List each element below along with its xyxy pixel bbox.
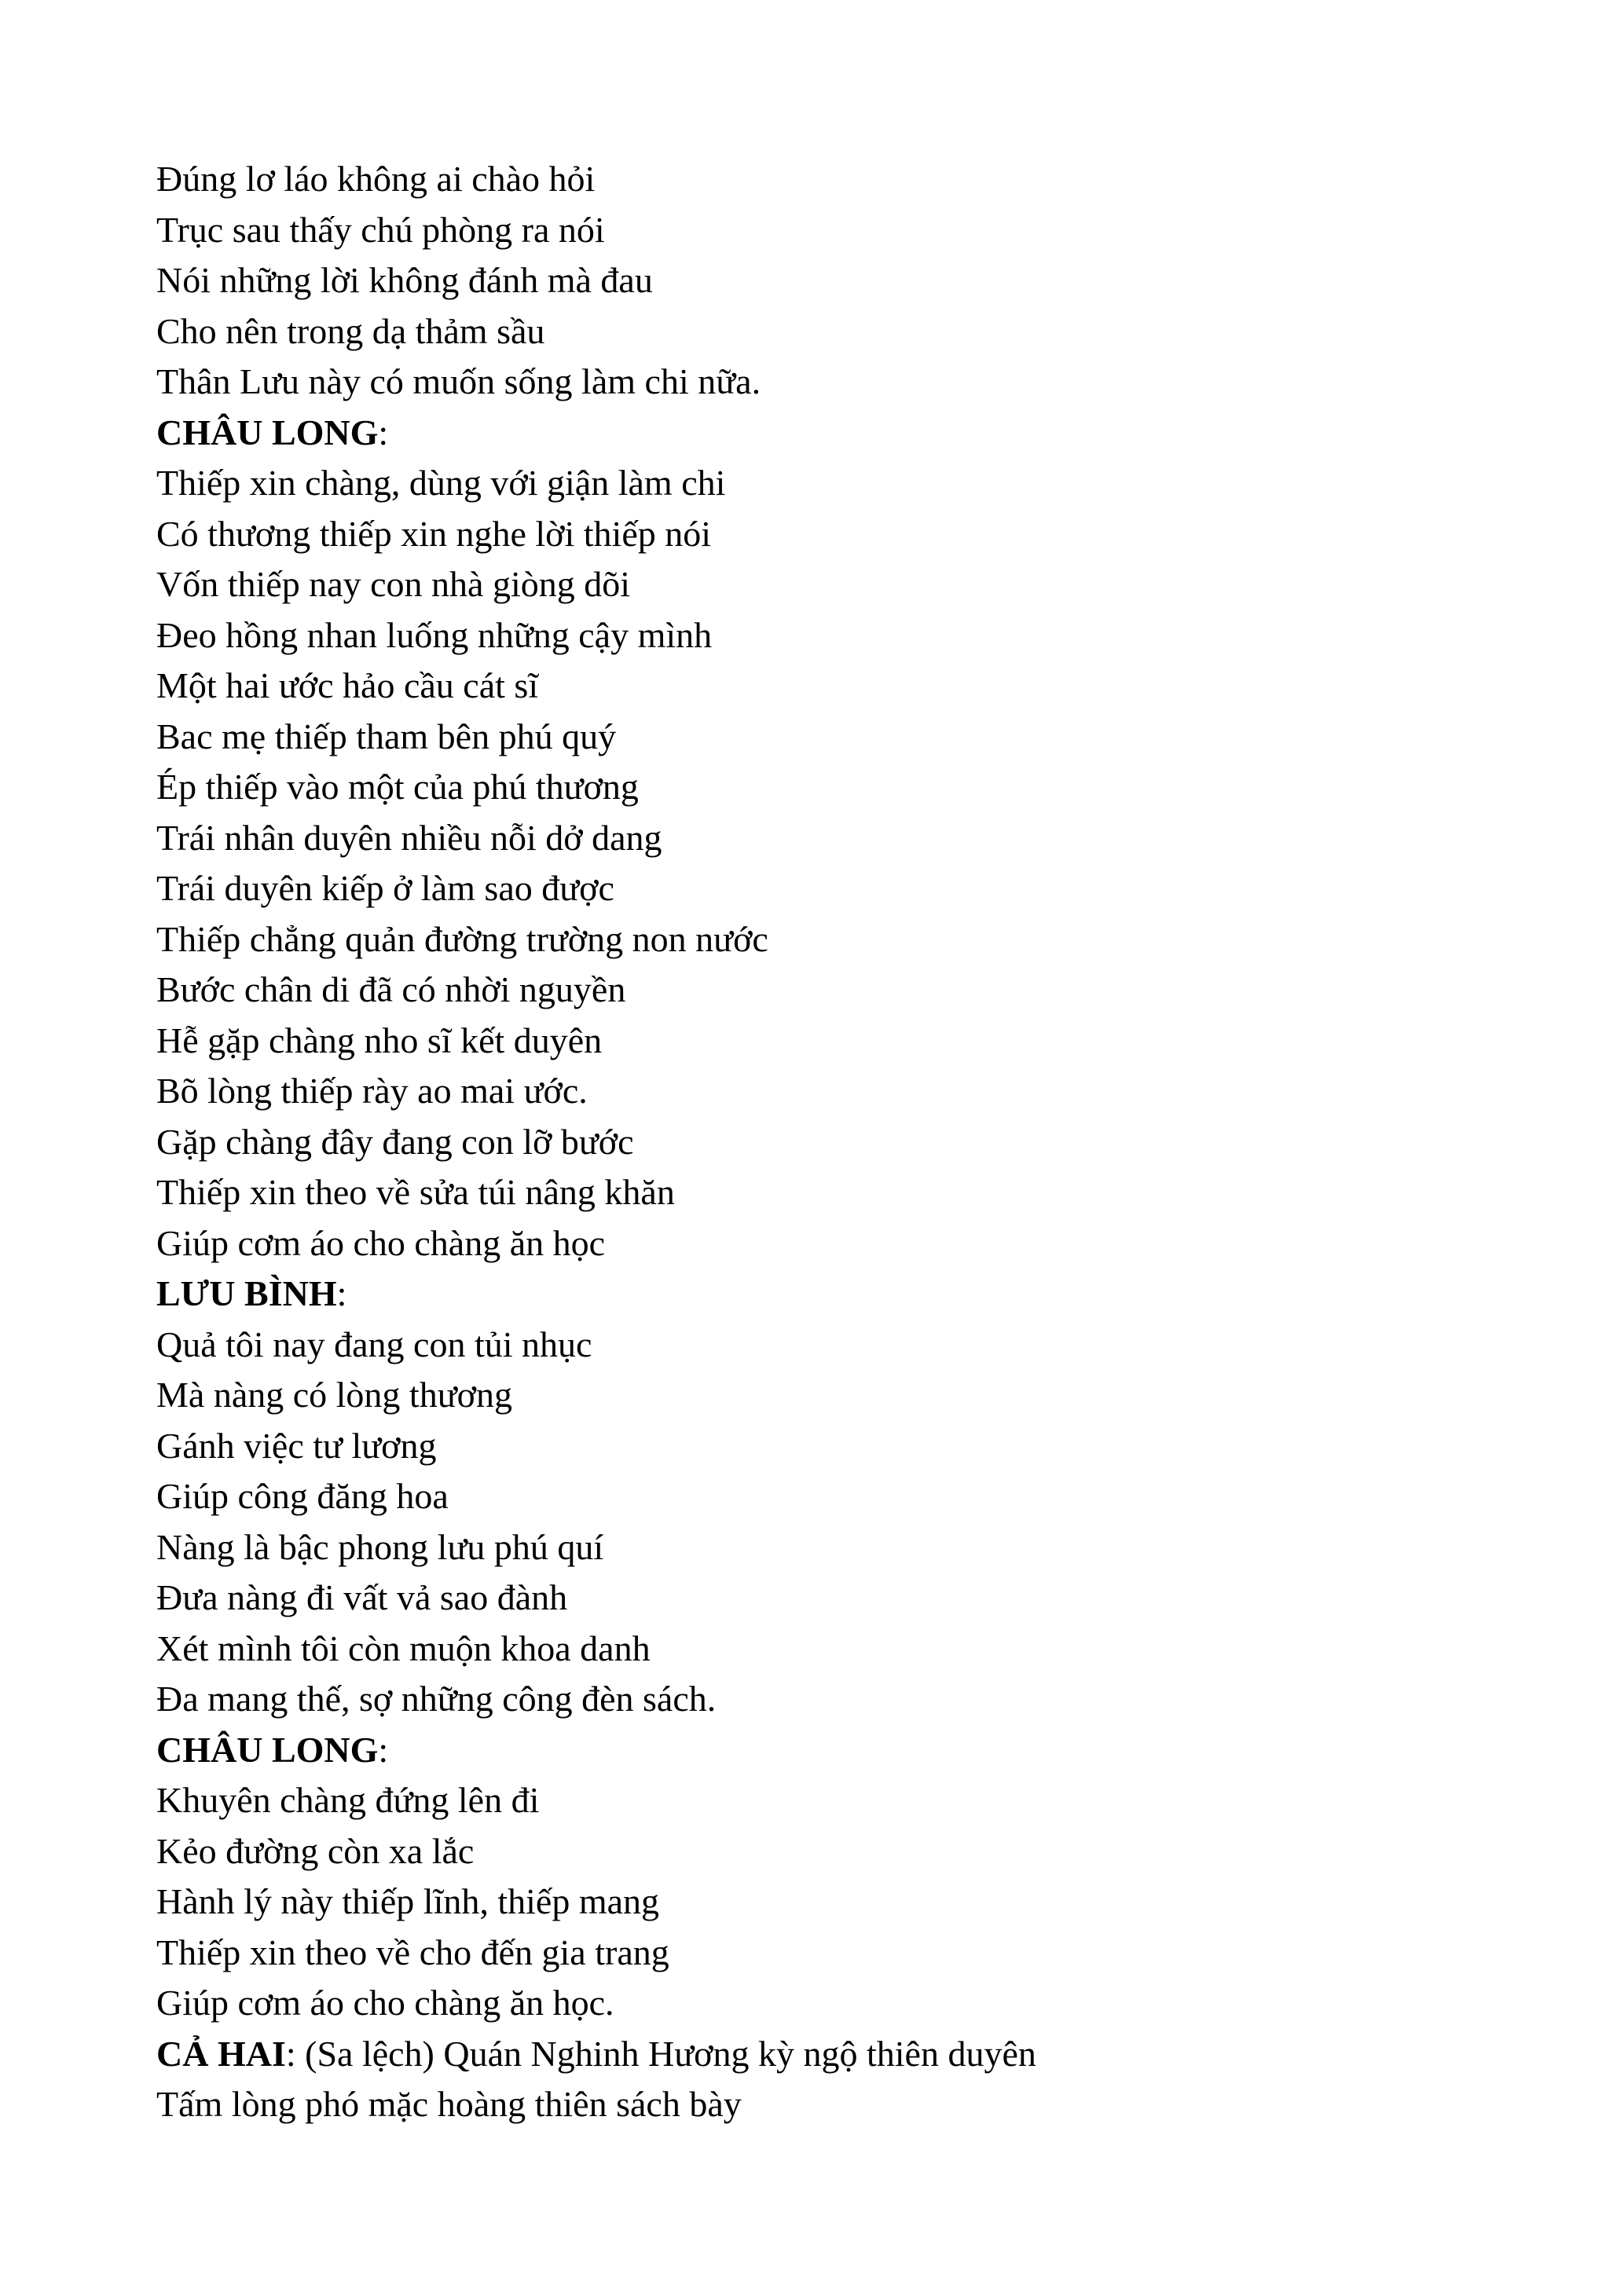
verse-line: Thiếp chẳng quản đường trường non nước [156,918,768,959]
verse-line: Bõ lòng thiếp rày ao mai ước. [156,1071,588,1111]
verse-line: Ép thiếp vào một của phú thương [156,767,639,807]
speaker-line-rest: : (Sa lệch) Quán Nghinh Hương kỳ ngộ thiên duyên [285,2033,1036,2074]
speaker-line-rest: : [336,1273,347,1313]
verse-line: Mà nàng có lòng thương [156,1375,512,1415]
verse-text-block [156,154,1492,2130]
verse-line: Thiếp xin theo về sửa túi nâng khăn [156,1172,675,1212]
verse-line: Nàng là bậc phong lưu phú quí [156,1526,604,1567]
speaker-line [156,2029,1492,2080]
verse-line: Quả tôi nay đang con tủi nhục [156,1324,592,1364]
verse-line: Giúp cơm áo cho chàng ăn học [156,1222,606,1263]
verse-line: Khuyên chàng đứng lên đi [156,1780,540,1820]
verse-line: Thiếp xin theo về cho đến gia trang [156,1932,669,1972]
verse-line: Gánh việc tư lương [156,1425,437,1466]
speaker-line [156,1725,1492,1776]
verse-line: Vốn thiếp nay con nhà giòng dõi [156,564,631,604]
verse-line: Tấm lòng phó mặc hoàng thiên sách bày [156,2084,742,2124]
speaker-name: CHÂU LONG [156,1729,379,1770]
speaker-line [156,1269,1492,1320]
speaker-line-rest: : [378,412,389,452]
speaker-name: CẢ HAI [156,2033,286,2074]
verse-line: Giúp cơm áo cho chàng ăn học. [156,1983,614,2023]
verse-line: Bac mẹ thiếp tham bên phú quý [156,716,617,756]
verse-line: Trục sau thấy chú phòng ra nói [156,209,605,250]
verse-line: Đeo hồng nhan luống những cậy mình [156,614,713,655]
verse-line: Trái nhân duyên nhiều nỗi dở dang [156,817,662,858]
verse-line: Nói những lời không đánh mà đau [156,260,653,300]
verse-line: Cho nên trong dạ thảm sầu [156,310,545,351]
verse-line: Thiếp xin chàng, dùng với giận làm chi [156,463,726,503]
verse-line: Xét mình tôi còn muộn khoa danh [156,1628,651,1668]
verse-line: Gặp chàng đây đang con lỡ bước [156,1121,634,1162]
verse-line: Hễ gặp chàng nho sĩ kết duyên [156,1020,603,1060]
verse-line: Đa mang thế, sợ những công đèn sách. [156,1679,717,1719]
verse-line: Hành lý này thiếp lĩnh, thiếp mang [156,1881,660,1921]
verse-line: Một hai ước hảo cầu cát sĩ [156,665,539,705]
speaker-line [156,408,1492,459]
verse-line: Bước chân di đã có nhời nguyền [156,969,626,1009]
verse-line: Đúng lơ láo không ai chào hỏi [156,159,596,199]
speaker-name: LƯU BÌNH [156,1273,337,1313]
verse-line: Có thương thiếp xin nghe lời thiếp nói [156,513,712,554]
verse-line: Đưa nàng đi vất vả sao đành [156,1577,568,1617]
verse-line: Thân Lưu này có muốn sống làm chi nữa. [156,361,761,401]
verse-line: Giúp công đăng hoa [156,1476,449,1516]
speaker-line-rest: : [378,1729,389,1770]
verse-line: Kẻo đường còn xa lắc [156,1830,475,1871]
verse-line: Trái duyên kiếp ở làm sao được [156,868,614,908]
speaker-name: CHÂU LONG [156,412,379,452]
